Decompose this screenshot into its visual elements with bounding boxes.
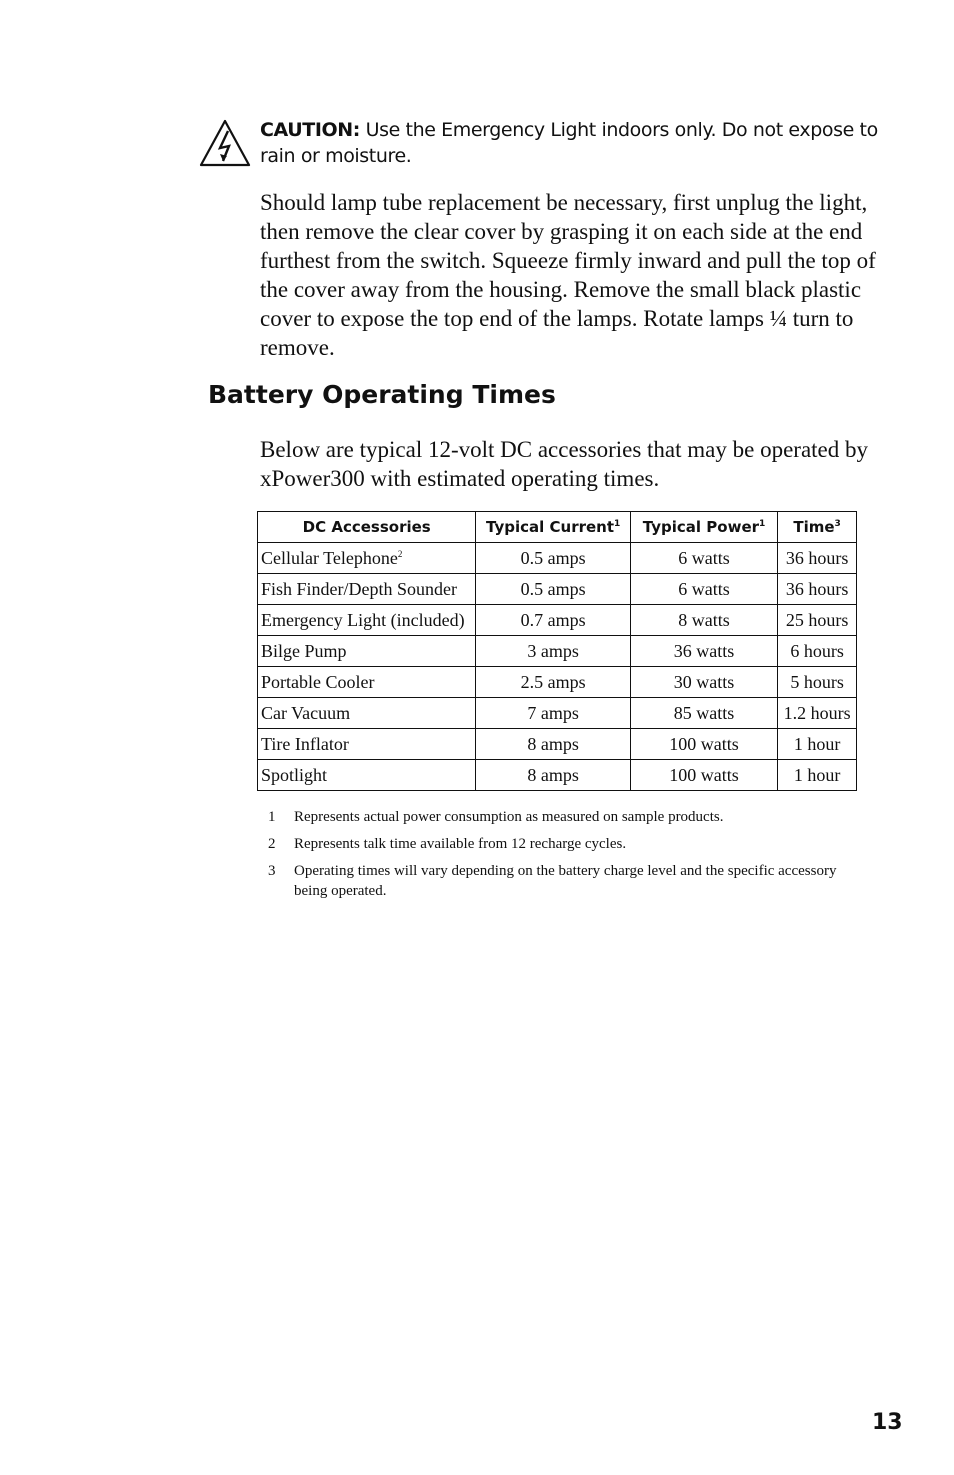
table-row: Bilge Pump 3 amps 36 watts 6 hours	[258, 636, 857, 667]
footnote: 2 Represents talk time available from 12 recharge cycles.	[268, 836, 627, 852]
table-row: Spotlight 8 amps 100 watts 1 hour	[258, 760, 857, 791]
section-heading: Battery Operating Times	[208, 380, 556, 409]
table-row: Car Vacuum 7 amps 85 watts 1.2 hours	[258, 698, 857, 729]
caution-label: CAUTION:	[260, 119, 360, 141]
table-row: Tire Inflator 8 amps 100 watts 1 hour	[258, 729, 857, 760]
caution-notice	[260, 117, 880, 169]
table-row: Fish Finder/Depth Sounder 0.5 amps 6 watts 36 hours	[258, 574, 857, 605]
header-dc-accessories: DC Accessories	[258, 512, 476, 543]
header-typical-power: Typical Power$^1$	[630, 512, 777, 543]
table-row: Cellular Telephone$^2$ 0.5 amps 6 watts 36 hours	[258, 543, 857, 574]
header-time: Time$^3$	[778, 512, 857, 543]
table-header-row	[258, 512, 857, 543]
footnote: 1 Represents actual power consumption as measured on sample products.	[268, 809, 724, 825]
warning-triangle-lightning-icon	[199, 119, 251, 167]
page-number: 13	[872, 1410, 903, 1435]
intro-paragraph: Below are typical 12-volt DC accessories that may be operated by xPower300 with estimated operating times.	[260, 437, 869, 491]
lamp-replacement-paragraph: Should lamp tube replacement be necessary, first unplug the light, then remove the clear cover by grasping it on each side at the end furthest from the switch. Squeeze firmly inward and pull the top of the cover away from the housing. Remove the small black plastic cover to expose the top end of the lamps. Rotate lamps ¼ turn to remove.	[260, 190, 876, 360]
caution-message: Use the Emergency Light indoors only. Do not expose to rain or moisture.	[260, 119, 878, 167]
footnotes	[268, 807, 868, 908]
accessories-table	[257, 511, 857, 791]
footnote: 3 Operating times will vary depending on the battery charge level and the specific accessory being operated.	[268, 863, 837, 899]
table-row: Emergency Light (included) 0.7 amps 8 watts 25 hours	[258, 605, 857, 636]
header-typical-current: Typical Current$^1$	[476, 512, 631, 543]
table-row: Portable Cooler 2.5 amps 30 watts 5 hours	[258, 667, 857, 698]
